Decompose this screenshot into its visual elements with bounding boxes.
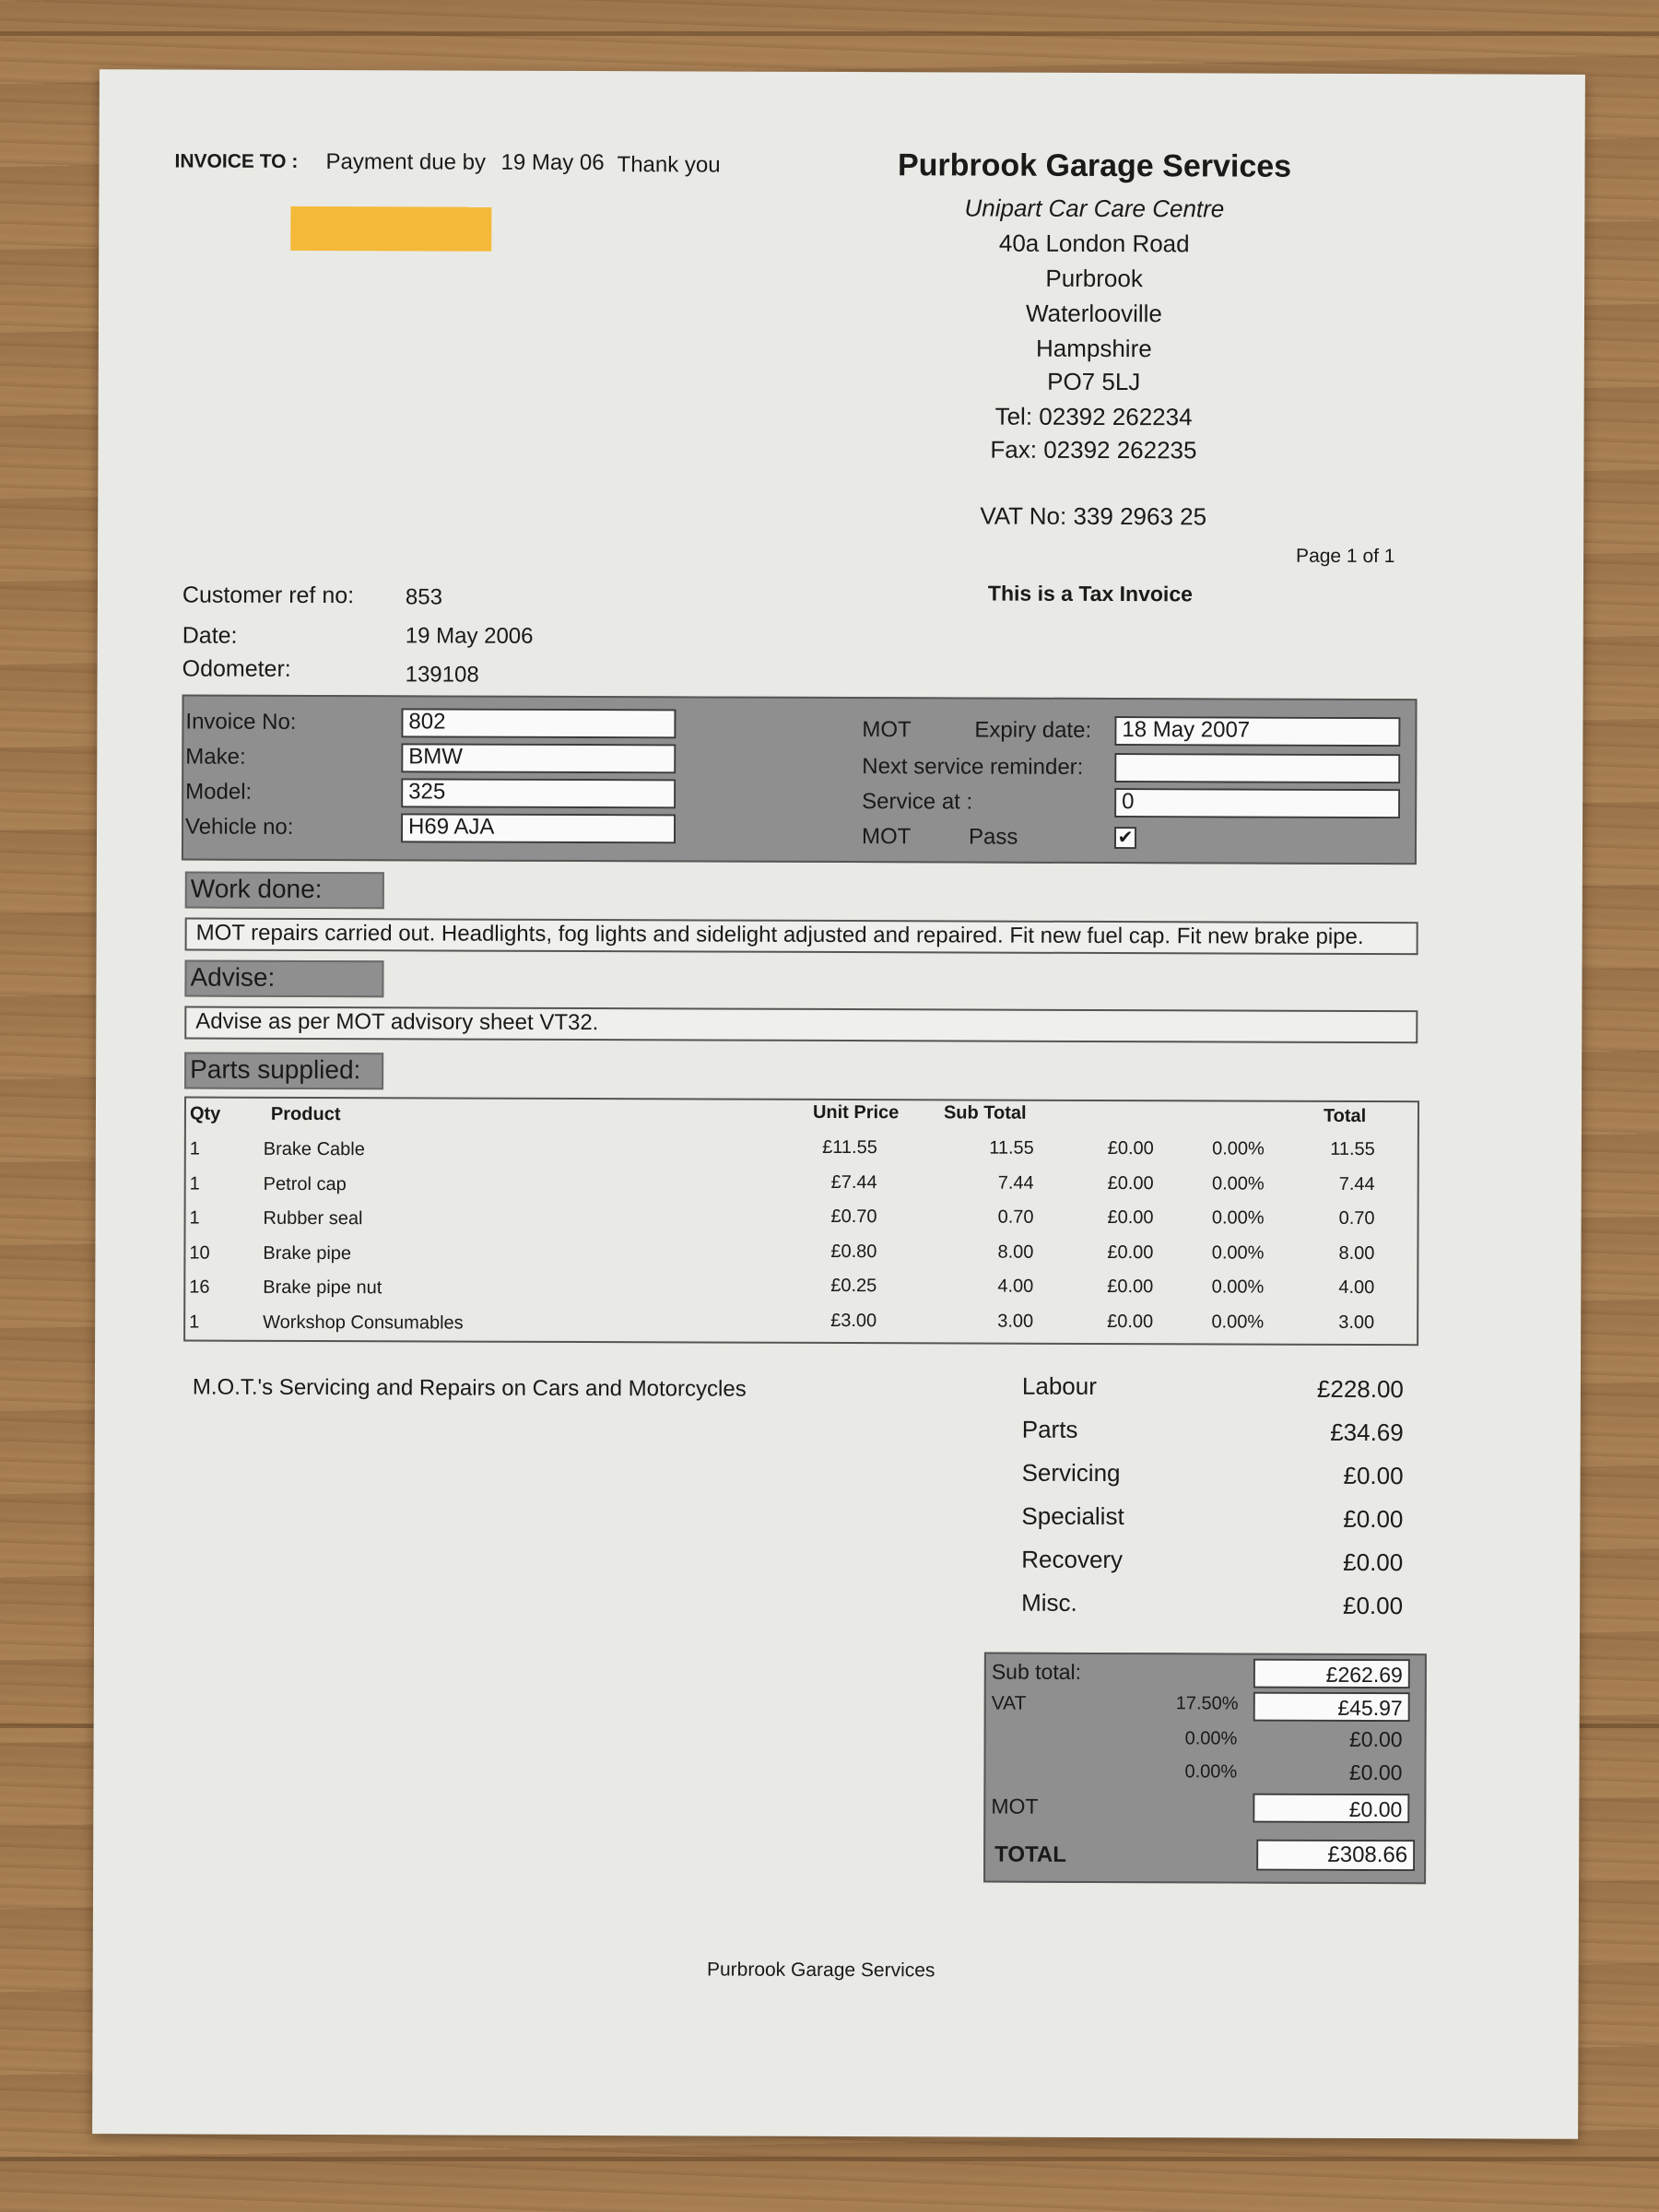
company-name: Purbrook Garage Services xyxy=(897,147,1292,184)
next-service-field xyxy=(1114,753,1400,783)
tax-cell: £0.00 xyxy=(1107,1138,1154,1159)
unit-price-header: Unit Price xyxy=(812,1101,900,1124)
model-label: Model: xyxy=(185,779,253,805)
rate-cell: 0.00% xyxy=(1211,1172,1265,1194)
next-service-label: Next service reminder: xyxy=(862,754,1084,780)
sub-total-header: Sub Total xyxy=(943,1102,1027,1124)
advise-text: Advise as per MOT advisory sheet VT32. xyxy=(184,1006,1418,1044)
pass-label: Pass xyxy=(968,824,1018,850)
company-tel: Tel: 02392 262234 xyxy=(994,402,1193,431)
tax-invoice-label: This is a Tax Invoice xyxy=(987,581,1193,606)
make-label: Make: xyxy=(185,744,246,770)
thank-you-text: Thank you xyxy=(617,152,721,178)
payment-due-label: Payment due by xyxy=(325,149,487,175)
qty-cell: 10 xyxy=(189,1242,210,1264)
vehicle-no-label: Vehicle no: xyxy=(184,814,294,840)
product-cell: Rubber seal xyxy=(263,1207,363,1230)
tax-cell: £0.00 xyxy=(1107,1277,1154,1298)
grand-total-field: £308.66 xyxy=(1256,1840,1415,1872)
pass-checkbox: ✔ xyxy=(1114,827,1136,849)
date-label: Date: xyxy=(182,622,238,649)
date-value: 19 May 2006 xyxy=(405,623,534,649)
customer-ref-value: 853 xyxy=(405,584,443,610)
summary-label: Parts xyxy=(1021,1415,1078,1443)
rate-cell: 0.00% xyxy=(1211,1277,1265,1298)
tax-cell: £0.00 xyxy=(1107,1311,1154,1332)
vehicle-no-field: H69 AJA xyxy=(401,813,676,843)
unit-price-cell: £3.00 xyxy=(830,1310,877,1331)
total-cell: 8.00 xyxy=(1338,1242,1375,1264)
summary-label: Specialist xyxy=(1021,1501,1124,1531)
summary-value: £0.00 xyxy=(1343,1461,1404,1490)
rate-cell: 0.00% xyxy=(1211,1311,1265,1333)
summary-value: £228.00 xyxy=(1316,1374,1404,1404)
total-cell: 4.00 xyxy=(1338,1277,1375,1299)
tax-cell: £0.00 xyxy=(1107,1172,1154,1194)
expiry-date-label: Expiry date: xyxy=(974,717,1092,743)
sub-total-cell: 4.00 xyxy=(997,1276,1034,1297)
page-number: Page 1 of 1 xyxy=(1296,545,1395,568)
company-vat-no: VAT No: 339 2963 25 xyxy=(980,501,1207,531)
company-address-line2: Purbrook xyxy=(1045,264,1143,293)
model-field: 325 xyxy=(401,778,676,808)
qty-cell: 1 xyxy=(189,1173,200,1194)
summary-value: £0.00 xyxy=(1343,1547,1404,1577)
service-at-field: 0 xyxy=(1114,788,1400,818)
company-address-line1: 40a London Road xyxy=(998,229,1190,258)
total-cell: 3.00 xyxy=(1338,1312,1375,1333)
qty-cell: 16 xyxy=(189,1277,210,1298)
work-done-label: Work done: xyxy=(185,872,384,910)
odometer-value: 139108 xyxy=(405,662,479,688)
vat-rate: 17.50% xyxy=(1175,1693,1239,1714)
amount3: £0.00 xyxy=(1348,1759,1403,1785)
tax-cell: £0.00 xyxy=(1107,1241,1154,1263)
parts-table xyxy=(183,1097,1419,1347)
sub-total-cell: 0.70 xyxy=(997,1206,1034,1228)
summary-label: Misc. xyxy=(1021,1588,1077,1617)
qty-cell: 1 xyxy=(189,1207,200,1229)
make-field: BMW xyxy=(401,743,676,773)
parts-supplied-label: Parts supplied: xyxy=(184,1053,383,1090)
payment-due-date: 19 May 06 xyxy=(500,149,605,176)
unit-price-cell: £0.25 xyxy=(830,1275,877,1297)
summary-value: £0.00 xyxy=(1342,1591,1404,1620)
vat-field: £45.97 xyxy=(1253,1692,1410,1723)
unit-price-cell: £0.80 xyxy=(830,1241,877,1262)
mot-total-label: MOT xyxy=(991,1794,1039,1818)
qty-cell: 1 xyxy=(189,1138,200,1159)
unit-price-cell: £11.55 xyxy=(822,1136,877,1159)
invoice-no-field: 802 xyxy=(401,708,676,738)
company-subtitle: Unipart Car Care Centre xyxy=(964,194,1225,223)
total-cell: 7.44 xyxy=(1338,1173,1375,1194)
product-cell: Petrol cap xyxy=(263,1173,347,1194)
rate2: 0.00% xyxy=(1184,1728,1238,1749)
invoice-to-label: INVOICE TO : xyxy=(174,150,299,172)
service-at-label: Service at : xyxy=(862,789,973,815)
company-postcode: PO7 5LJ xyxy=(1047,367,1141,396)
rate-cell: 0.00% xyxy=(1212,1138,1265,1159)
table-board-seam xyxy=(0,2157,1659,2161)
expiry-date-field: 18 May 2007 xyxy=(1114,716,1400,747)
tax-cell: £0.00 xyxy=(1107,1207,1154,1229)
customer-ref-label: Customer ref no: xyxy=(182,582,355,609)
mot-pass-mot-label: MOT xyxy=(861,824,912,850)
subtotal-field: £262.69 xyxy=(1253,1659,1410,1689)
sub-total-cell: 7.44 xyxy=(997,1172,1034,1194)
total-cell: 11.55 xyxy=(1330,1138,1375,1160)
advise-label: Advise: xyxy=(184,960,383,998)
sub-total-cell: 11.55 xyxy=(989,1137,1034,1159)
mot-total-field: £0.00 xyxy=(1253,1794,1409,1824)
rate-cell: 0.00% xyxy=(1211,1241,1265,1264)
invoice-no-label: Invoice No: xyxy=(185,709,297,735)
summary-value: £34.69 xyxy=(1330,1418,1404,1447)
total-cell: 0.70 xyxy=(1338,1207,1375,1230)
rate3: 0.00% xyxy=(1184,1761,1238,1783)
product-cell: Workshop Consumables xyxy=(263,1312,464,1334)
subtotal-label: Sub total: xyxy=(991,1659,1082,1684)
odometer-label: Odometer: xyxy=(182,655,291,682)
qty-cell: 1 xyxy=(189,1312,200,1333)
unit-price-cell: £0.70 xyxy=(830,1206,877,1228)
rate-cell: 0.00% xyxy=(1211,1207,1265,1229)
product-header: Product xyxy=(270,1103,341,1125)
vat-label: VAT xyxy=(991,1692,1027,1714)
product-cell: Brake pipe nut xyxy=(263,1277,382,1299)
summary-label: Labour xyxy=(1021,1371,1097,1400)
grand-total-label: TOTAL xyxy=(994,1841,1066,1867)
total-header: Total xyxy=(1323,1105,1367,1126)
company-fax: Fax: 02392 262235 xyxy=(990,435,1197,465)
sub-total-cell: 3.00 xyxy=(997,1311,1034,1332)
company-address-line4: Hampshire xyxy=(1035,334,1152,363)
summary-label: Servicing xyxy=(1021,1458,1121,1488)
unit-price-cell: £7.44 xyxy=(830,1171,877,1193)
invoice-paper xyxy=(92,69,1585,2139)
product-cell: Brake Cable xyxy=(263,1138,365,1160)
table-board-seam xyxy=(0,31,1659,36)
amount2: £0.00 xyxy=(1348,1726,1403,1752)
mot-label: MOT xyxy=(862,717,912,743)
redaction-box xyxy=(290,206,491,252)
footer-company: Purbrook Garage Services xyxy=(706,1959,935,1982)
qty-header: Qty xyxy=(189,1103,221,1124)
summary-label: Recovery xyxy=(1021,1545,1124,1574)
tagline: M.O.T.'s Servicing and Repairs on Cars and Motorcycles xyxy=(192,1374,747,1402)
summary-value: £0.00 xyxy=(1343,1504,1404,1534)
product-cell: Brake pipe xyxy=(263,1242,352,1264)
sub-total-cell: 8.00 xyxy=(997,1241,1034,1263)
work-done-text: MOT repairs carried out. Headlights, fog lights and sidelight adjusted and repaired. Fit new fuel cap. Fit new brake pipe. xyxy=(185,918,1418,956)
company-address-line3: Waterlooville xyxy=(1026,299,1162,328)
